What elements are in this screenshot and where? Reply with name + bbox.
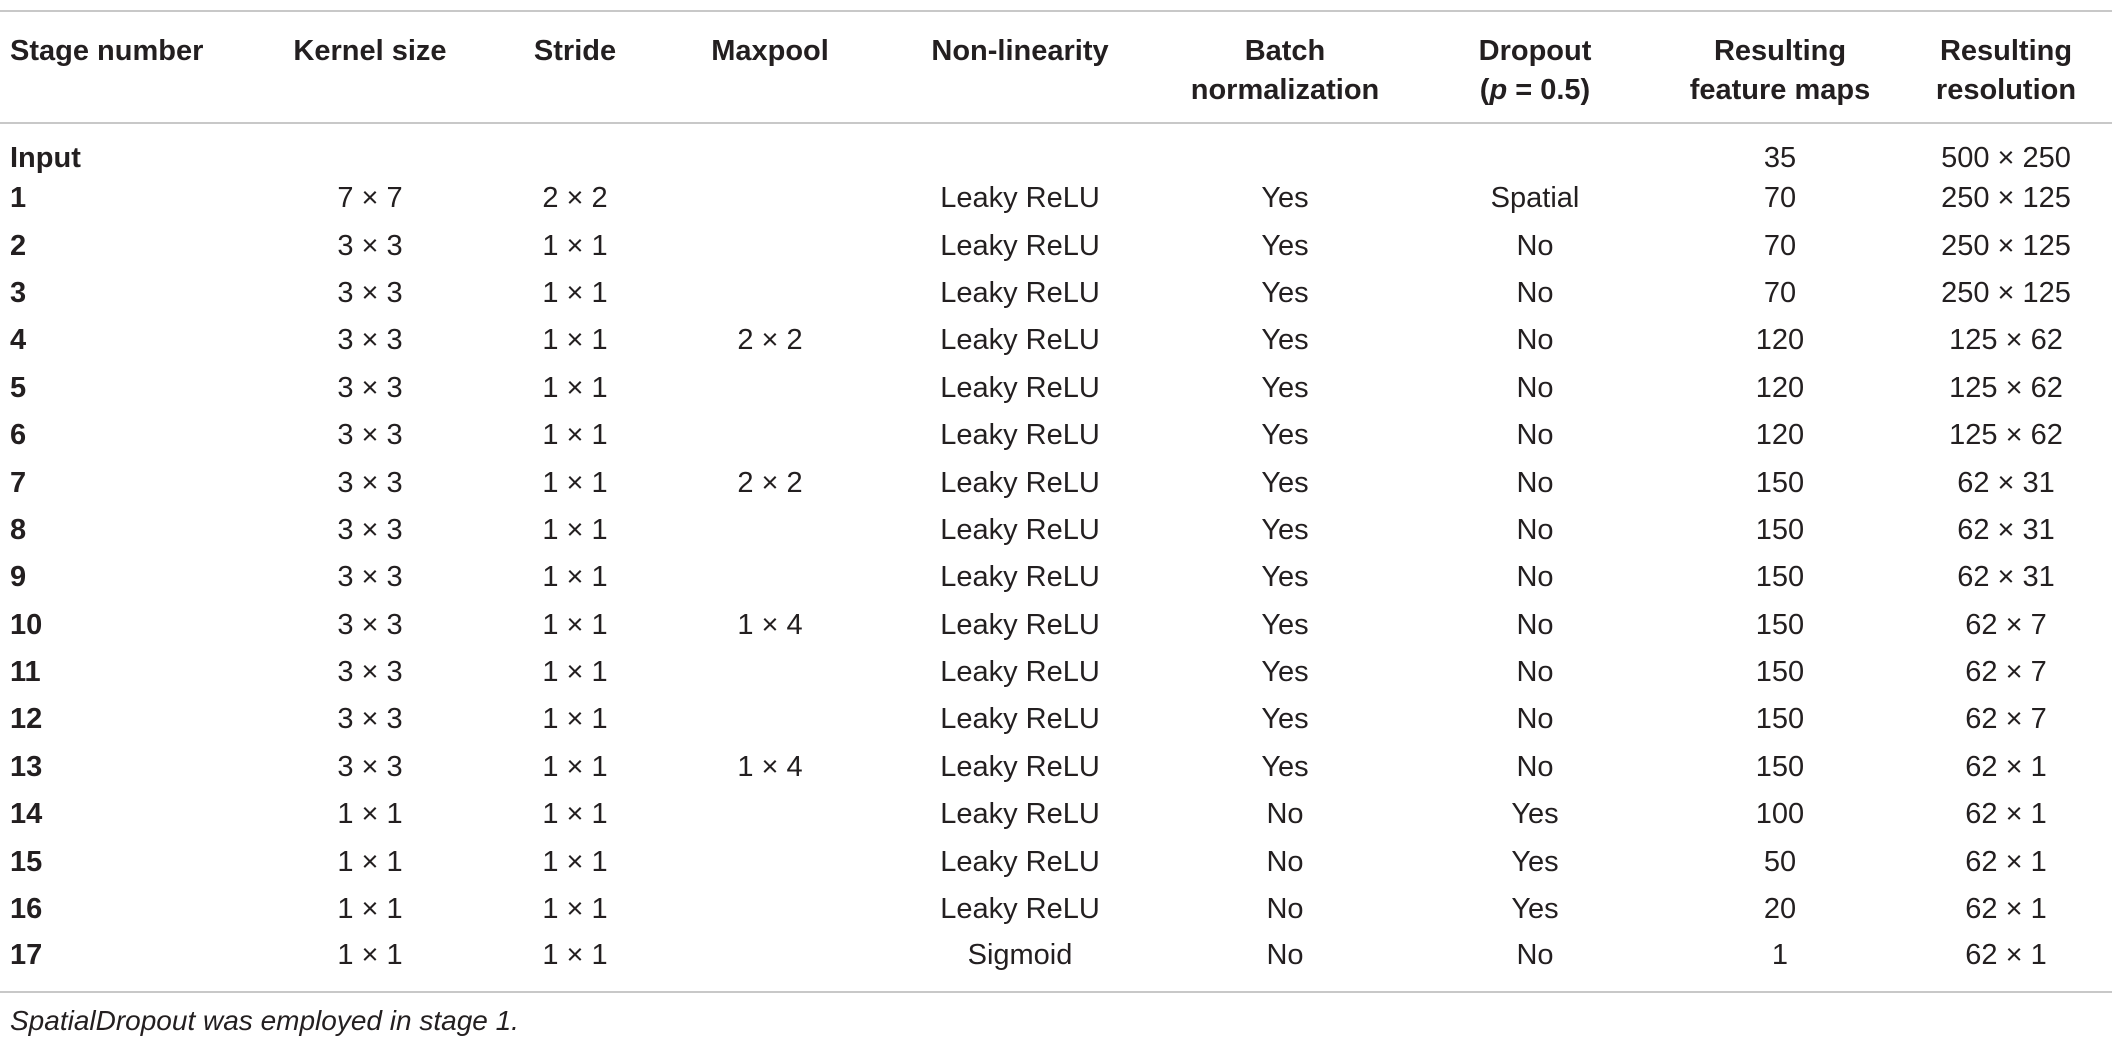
table-cell: Yes [1261,656,1309,689]
column-header [1660,11,1900,123]
table-cell: 1 × 4 [737,608,803,641]
table-body [0,123,2112,992]
table-cell: No [1516,276,1554,309]
table-cell: No [1516,466,1554,499]
table-cell: 1 × 1 [542,419,608,452]
table-cell: 120 [1755,371,1805,404]
table-cell: 3 × 3 [337,276,403,309]
table-row [0,365,2112,412]
table-cell: No [1516,324,1554,357]
table-cell: 50 [1763,845,1797,878]
table-cell: No [1516,608,1554,641]
column-header-line1: Dropout [1478,35,1592,67]
table-cell: Yes [1261,229,1309,262]
table-cell: 150 [1755,656,1805,689]
table-cell: Leaky ReLU [940,656,1100,689]
table-row [0,507,2112,554]
table-cell: 1 × 1 [542,229,608,262]
table-cell: 62 × 1 [1900,933,2112,992]
table-cell: No [1410,933,1660,992]
table-cell: No [1516,419,1554,452]
table-cell: 62 × 1 [1965,845,2047,878]
stage-cell: 16 [10,893,43,926]
column-header-line1: Maxpool [711,35,829,67]
table-cell [660,270,880,317]
table-cell [880,123,1160,175]
table-cell: Yes [1511,845,1559,878]
table-cell: 3 × 3 [337,419,403,452]
table-cell: Leaky ReLU [940,893,1100,926]
table-row [0,317,2112,364]
column-header [1900,11,2112,123]
table-cell [1160,123,1410,175]
table-cell [660,649,880,696]
table-cell [660,175,880,222]
table-cell [660,696,880,743]
column-header [1160,11,1410,123]
table-cell: 62 × 7 [1965,656,2047,689]
table-cell: Leaky ReLU [940,229,1100,262]
table-cell: 1 × 1 [337,845,403,878]
table-cell: 1 × 1 [542,893,608,926]
column-header-line2: = 0.5) [1515,74,1591,106]
table-cell: 3 × 3 [337,324,403,357]
table-cell: No [1516,513,1554,546]
table-cell: Sigmoid [880,933,1160,992]
stage-cell: 9 [10,561,27,594]
table-cell: 150 [1755,561,1805,594]
table-cell: No [1266,798,1304,831]
stage-cell: 17 [0,933,250,992]
table-cell: 3 × 3 [337,371,403,404]
table-cell: Leaky ReLU [940,371,1100,404]
table-cell: 150 [1755,466,1805,499]
stage-cell: 5 [10,371,27,404]
architecture-table [0,10,2112,993]
table-cell: 62 × 31 [1957,561,2055,594]
table-row [0,791,2112,838]
table-cell: Leaky ReLU [940,798,1100,831]
column-header [490,11,660,123]
stage-cell: 3 [10,276,27,309]
table-cell: 3 × 3 [337,561,403,594]
table-cell: 150 [1755,513,1805,546]
table-cell [660,838,880,885]
table-cell: Yes [1261,750,1309,783]
table-cell: 125 × 62 [1949,324,2063,357]
stage-cell: 10 [10,608,43,641]
table-cell: No [1160,933,1410,992]
table-cell: 250 × 125 [1941,276,2071,309]
table-cell: 62 × 1 [1965,798,2047,831]
table-cell: 1 × 4 [737,750,803,783]
table-cell: 1 × 1 [542,513,608,546]
table-cell: 125 × 62 [1949,371,2063,404]
table-cell: No [1516,229,1554,262]
stage-cell: Input [10,142,81,174]
stage-cell: 12 [10,703,43,736]
table-row [0,649,2112,696]
table-cell [660,507,880,554]
table-cell: Leaky ReLU [940,608,1100,641]
table-cell: 70 [1763,276,1797,309]
table-cell: Yes [1261,703,1309,736]
table-cell: 3 × 3 [337,229,403,262]
table-cell [660,791,880,838]
column-header [1410,11,1660,123]
table-cell: 2 × 2 [542,182,608,215]
table-cell: No [1516,750,1554,783]
stage-cell: 6 [10,419,27,452]
table-row [0,886,2112,933]
table-cell: Yes [1261,513,1309,546]
column-header-line1: Batch [1244,35,1326,67]
table-cell: No [1266,845,1304,878]
table-cell: 1 × 1 [542,656,608,689]
table-cell [490,123,660,175]
table-cell: 250 × 125 [1941,182,2071,215]
table-cell: 150 [1755,703,1805,736]
table-cell: 62 × 7 [1965,703,2047,736]
table-cell: 120 [1755,324,1805,357]
table-cell: 250 × 125 [1941,229,2071,262]
table-cell: Leaky ReLU [940,845,1100,878]
table-cell: Leaky ReLU [940,561,1100,594]
table-cell: 3 × 3 [337,656,403,689]
table-cell [660,222,880,269]
table-cell [660,554,880,601]
column-header-line2-italic: p [1489,74,1508,106]
column-header-line2: normalization [1190,74,1380,106]
stage-cell: 7 [10,466,27,499]
table-cell: 1 × 1 [542,466,608,499]
table-cell: 1 × 1 [542,371,608,404]
table-cell: Yes [1511,893,1559,926]
table-cell: Leaky ReLU [940,466,1100,499]
table-cell: 70 [1763,182,1797,215]
table-cell: 1 × 1 [542,608,608,641]
table-header [0,11,2112,123]
table-cell: 1 × 1 [337,798,403,831]
column-header-line1: Stride [533,35,617,67]
table-cell: 1 × 1 [542,703,608,736]
column-header-line1: Resulting [1939,35,2073,67]
table-row [0,412,2112,459]
table-cell [660,933,880,992]
table-cell: 150 [1755,750,1805,783]
table-cell [1410,123,1660,175]
header-row [0,11,2112,123]
table-row [0,222,2112,269]
table-cell: Yes [1261,182,1309,215]
table-row [0,838,2112,885]
table-cell [660,365,880,412]
stage-cell: 8 [10,513,27,546]
table-row [0,270,2112,317]
table-cell: Leaky ReLU [940,276,1100,309]
table-cell: 62 × 31 [1957,513,2055,546]
table-cell [250,123,490,175]
table-cell: 62 × 7 [1965,608,2047,641]
column-header-line2-prefix: ( [1479,74,1490,106]
table-cell: No [1516,561,1554,594]
column-header-line1: Stage number [10,35,204,67]
table-cell: 1 × 1 [250,933,490,992]
table-cell: Yes [1261,608,1309,641]
table-cell: 1 × 1 [542,845,608,878]
table-cell: Spatial [1490,182,1580,215]
table-cell: 1 × 1 [542,750,608,783]
column-header-line2: feature maps [1689,74,1871,106]
table-cell: 1 × 1 [337,893,403,926]
table-row [0,123,2112,175]
stage-cell: 4 [10,324,27,357]
table-cell: Yes [1261,371,1309,404]
table-cell: 1 × 1 [542,798,608,831]
column-header [0,11,250,123]
table-cell: Leaky ReLU [940,513,1100,546]
table-row [0,744,2112,791]
column-header [250,11,490,123]
table-cell [660,412,880,459]
table-cell: 1 × 1 [490,933,660,992]
table-cell: Yes [1261,466,1309,499]
table-cell: 150 [1755,608,1805,641]
table-cell: No [1516,656,1554,689]
table-cell: 3 × 3 [337,750,403,783]
table-cell: Leaky ReLU [940,703,1100,736]
table-cell: Yes [1511,798,1559,831]
column-header [660,11,880,123]
table-cell: 2 × 2 [737,466,803,499]
table-cell: No [1516,371,1554,404]
table-cell: 500 × 250 [1941,142,2071,174]
table-cell [660,886,880,933]
table-cell: Yes [1261,276,1309,309]
table-cell: 1 × 1 [542,276,608,309]
table-cell: 3 × 3 [337,466,403,499]
table-cell: 3 × 3 [337,608,403,641]
table-cell: Yes [1261,561,1309,594]
table-cell: 1 [1660,933,1900,992]
table-cell: Yes [1261,419,1309,452]
table-cell: 3 × 3 [337,513,403,546]
table-cell: 120 [1755,419,1805,452]
column-header-line1: Resulting [1713,35,1847,67]
table-row [0,602,2112,649]
table-row [0,696,2112,743]
table-cell: 35 [1763,142,1797,174]
column-header [880,11,1160,123]
table-cell: 1 × 1 [542,561,608,594]
column-header-line2: resolution [1935,74,2077,106]
table-cell: 7 × 7 [337,182,403,215]
table-row [0,554,2112,601]
table-row [0,459,2112,506]
table-cell: Leaky ReLU [940,182,1100,215]
column-header-line1: Non-linearity [931,35,1109,67]
column-header-line1: Kernel size [293,35,447,67]
table-cell: 125 × 62 [1949,419,2063,452]
table-cell: 62 × 1 [1965,893,2047,926]
table-cell: Yes [1261,324,1309,357]
table-row [0,933,2112,992]
table-cell: Leaky ReLU [940,324,1100,357]
table-cell: 2 × 2 [737,324,803,357]
table-cell: 20 [1763,893,1797,926]
table-cell [660,123,880,175]
stage-cell: 13 [10,750,43,783]
table-row [0,175,2112,222]
table-cell: No [1266,893,1304,926]
stage-cell: 2 [10,229,27,262]
stage-cell: 1 [10,182,27,215]
table-cell: 70 [1763,229,1797,262]
stage-cell: 15 [10,845,43,878]
table-cell: 100 [1755,798,1805,831]
table-cell: 1 × 1 [542,324,608,357]
stage-cell: 11 [10,656,41,689]
table-cell: Leaky ReLU [940,419,1100,452]
table-footnote: SpatialDropout was employed in stage 1. [10,1005,519,1036]
table-cell: 3 × 3 [337,703,403,736]
table-cell: No [1516,703,1554,736]
stage-cell: 14 [10,798,43,831]
table-cell: 62 × 1 [1965,750,2047,783]
table-cell: Leaky ReLU [940,750,1100,783]
table-cell: 62 × 31 [1957,466,2055,499]
